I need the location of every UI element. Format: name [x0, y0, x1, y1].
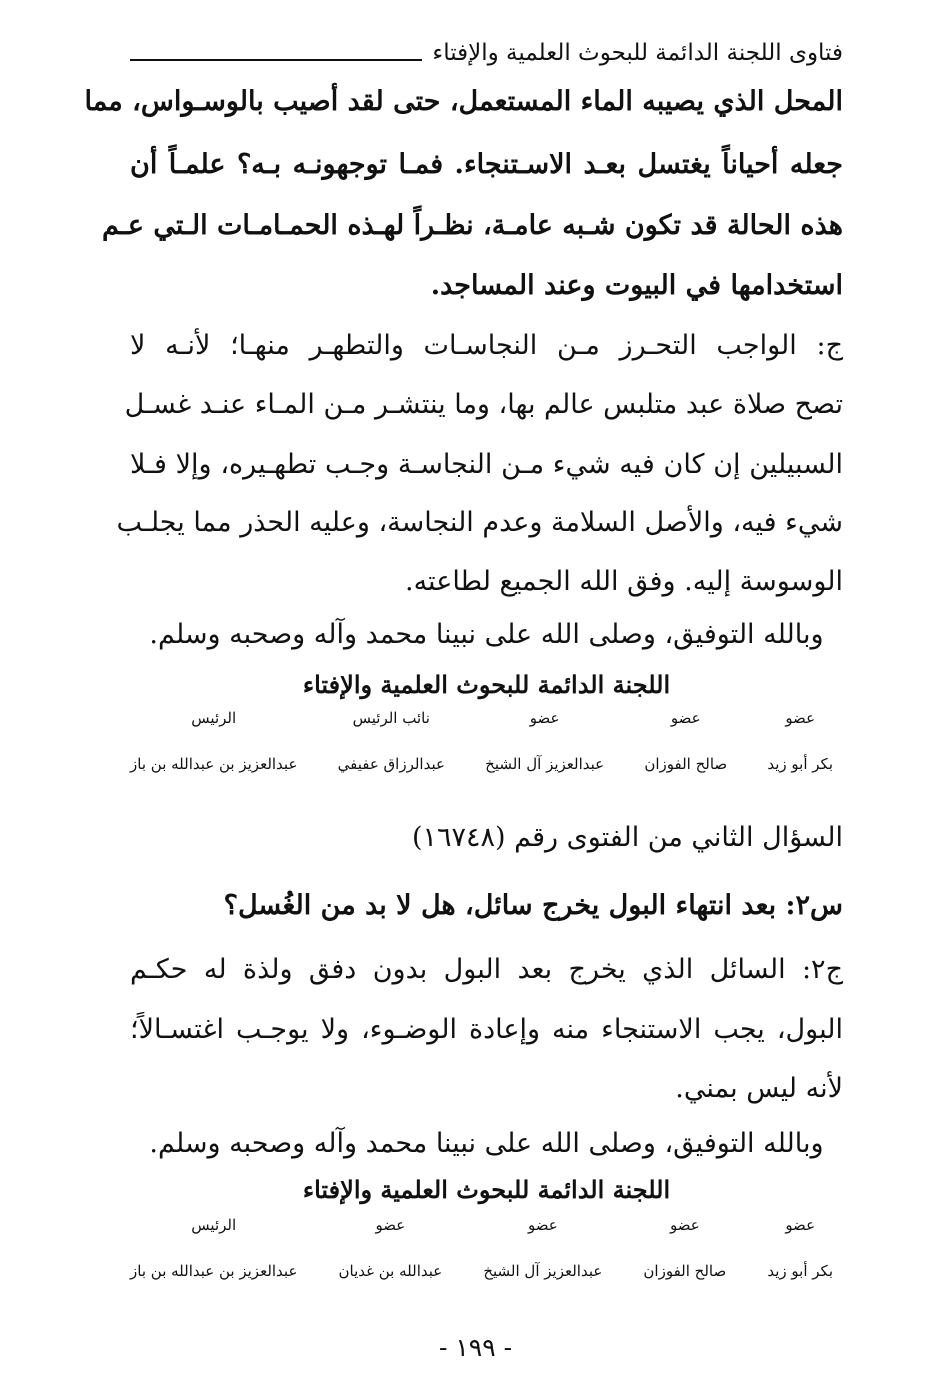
- closing-formula: وبالله التوفيق، وصلى الله على نبينا محمد وآله وصحبه وسلم.: [149, 619, 824, 650]
- page-number: - ١٩٩ -: [438, 1333, 513, 1362]
- signature-member: [485, 707, 604, 775]
- running-title: فتاوى اللجنة الدائمة للبحوث العلمية والإفتاء: [432, 40, 843, 66]
- signature-member: [767, 1214, 833, 1282]
- header-rule: [130, 59, 422, 61]
- signature-member: [130, 707, 297, 775]
- closing-formula: وبالله التوفيق، وصلى الله على نبينا محمد وآله وصحبه وسلم.: [149, 1128, 824, 1159]
- signature-role: عضو: [527, 1216, 558, 1234]
- question-two: س٢: بعد انتهاء البول يخرج سائل، هل لا بد من الغُسل؟: [223, 890, 843, 921]
- answer-line: ج: الواجب التحـرز مـن النجاسـات والتطهـر منهـا؛ لأنـه لا: [130, 330, 843, 361]
- answer-line: تصح صلاة عبد متلبس عالم بها، وما ينتشـر مـن المـاء عنـد غسـل: [124, 389, 843, 420]
- answer-line: السبيلين إن كان فيه شيء مـن النجاسـة وجـب تطهـيره، وإلا فـلا: [130, 449, 843, 480]
- signature-name: صالح الفوزان: [643, 1262, 727, 1280]
- signature-member: [483, 1214, 602, 1282]
- question-line: جعله أحياناً يغتسل بعـد الاسـتنجاء. فمـا توجهونـه بـه؟ علمـاً أن: [130, 149, 843, 180]
- signature-name: عبدالرزاق عفيفي: [337, 755, 445, 773]
- signature-name: عبدالعزيز بن عبدالله بن باز: [130, 1262, 298, 1280]
- answer-line: البول، يجب الاستنجاء منه وإعادة الوضـوء، ولا يوجـب اغتسـالاً؛: [130, 1014, 843, 1045]
- signature-role: عضو: [670, 709, 701, 727]
- signature-role: الرئيس: [191, 709, 237, 727]
- signature-name: عبدالعزيز آل الشيخ: [485, 755, 605, 773]
- committee-name: اللجنة الدائمة للبحوث العلمية والإفتاء: [302, 670, 671, 699]
- committee-name: اللجنة الدائمة للبحوث العلمية والإفتاء: [302, 1175, 671, 1204]
- signature-role: عضو: [529, 709, 560, 727]
- signature-role: الرئيس: [191, 1216, 237, 1234]
- signature-role: عضو: [785, 709, 816, 727]
- question-line: استخدامها في البيوت وعند المساجد.: [430, 270, 843, 301]
- signature-role: نائب الرئيس: [352, 709, 430, 727]
- signature-member: [644, 707, 727, 775]
- signature-member: [130, 1214, 297, 1282]
- signature-member: [338, 707, 445, 775]
- answer-line: الوسوسة إليه. وفق الله الجميع لطاعته.: [405, 566, 843, 597]
- signature-block: [130, 707, 833, 775]
- signature-name: عبدالعزيز بن عبدالله بن باز: [130, 755, 298, 773]
- signature-block: [130, 1214, 833, 1282]
- signature-name: بكر أبو زيد: [767, 1262, 833, 1280]
- answer-line: ج٢: السائل الذي يخرج بعد البول بدون دفق ولذة له حكـم: [130, 954, 843, 985]
- signature-member: [339, 1214, 443, 1282]
- signature-role: عضو: [375, 1216, 406, 1234]
- answer-line: لأنه ليس بمني.: [675, 1073, 843, 1104]
- running-header: [130, 30, 843, 70]
- signature-role: عضو: [785, 1216, 816, 1234]
- signature-name: بكر أبو زيد: [767, 755, 833, 773]
- signature-name: صالح الفوزان: [644, 755, 728, 773]
- question-line: المحل الذي يصيبه الماء المستعمل، حتى لقد أصيب بالوسـواس، مما: [84, 86, 843, 117]
- signature-member: [643, 1214, 726, 1282]
- signature-role: عضو: [669, 1216, 700, 1234]
- section-heading: السؤال الثاني من الفتوى رقم (١٦٧٤٨): [411, 822, 843, 853]
- signature-name: عبدالعزيز آل الشيخ: [483, 1262, 603, 1280]
- signature-member: [767, 707, 833, 775]
- answer-line: شيء فيه، والأصل السلامة وعدم النجاسة، وعليه الحذر مما يجلـب: [116, 507, 843, 538]
- signature-name: عبدالله بن غديان: [338, 1262, 443, 1280]
- question-line: هذه الحالة قد تكون شـبه عامـة، نظـراً لهـذه الحمـامـات الـتي عـم: [101, 210, 843, 241]
